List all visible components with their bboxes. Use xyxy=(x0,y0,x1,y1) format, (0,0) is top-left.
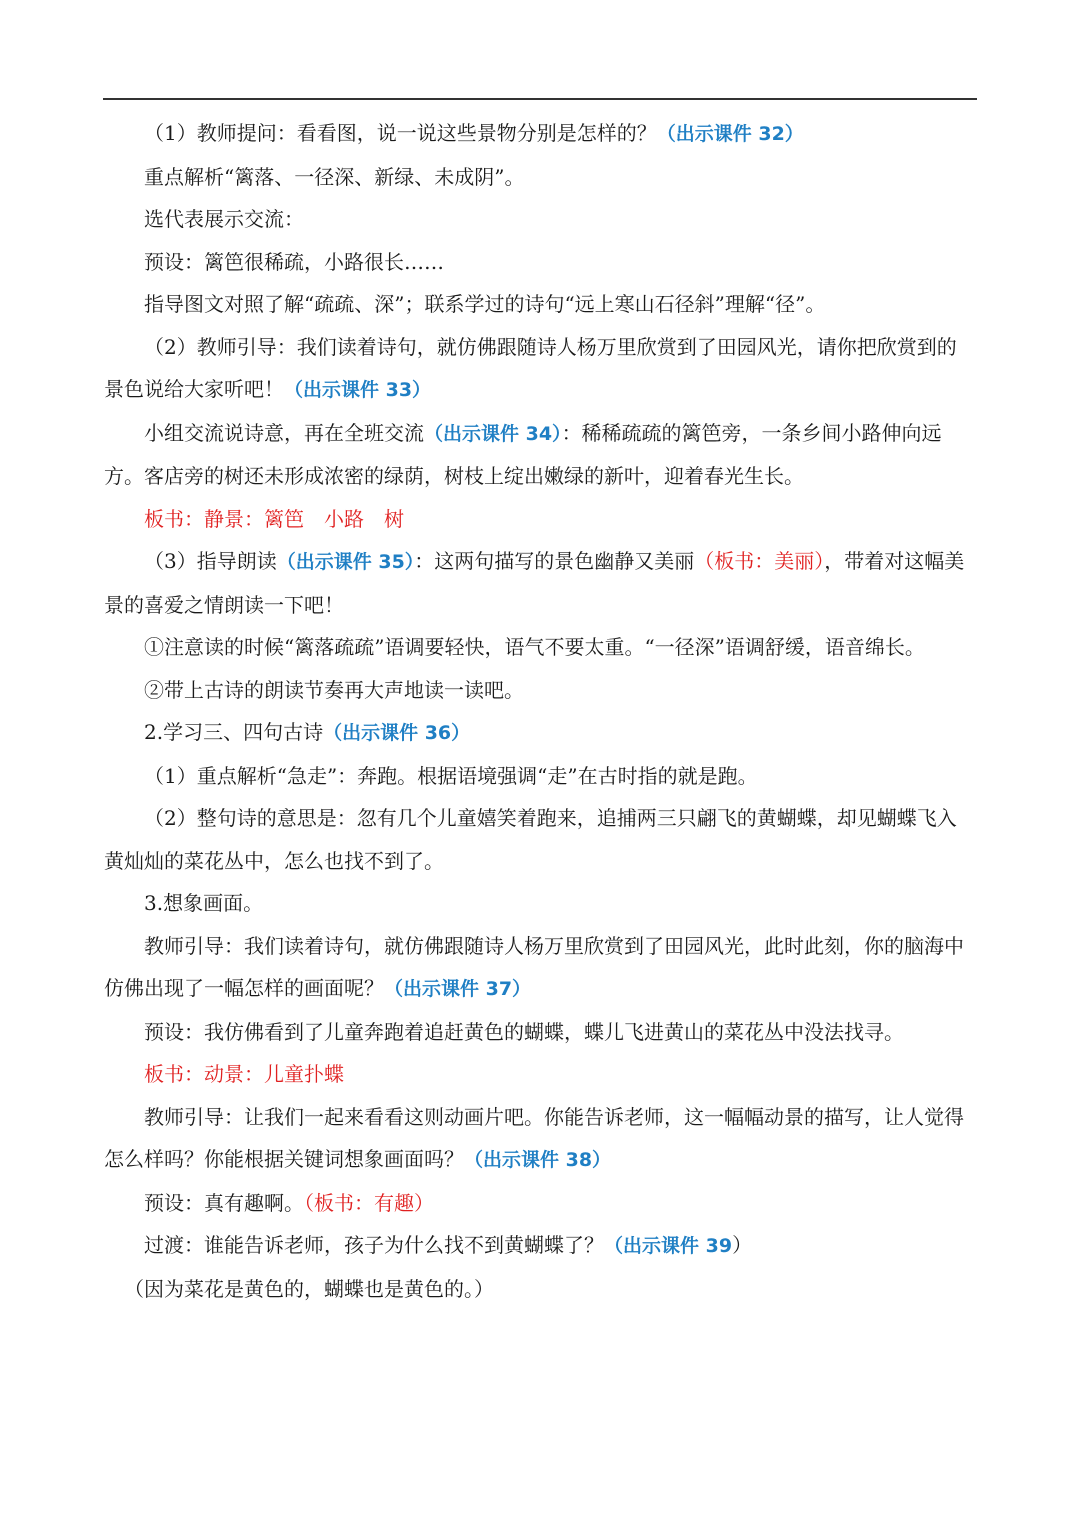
paragraph xyxy=(104,711,976,755)
paragraph xyxy=(104,540,976,626)
paragraph xyxy=(104,626,976,669)
courseware-reference: （出示课件 34） xyxy=(424,422,562,445)
paragraph xyxy=(104,326,976,412)
courseware-reference: （出示课件 32） xyxy=(656,123,804,145)
paragraph xyxy=(104,1096,976,1182)
paragraph-text: 预设：我仿佛看到了儿童奔跑着追赶黄色的蝴蝶，蝶儿飞进黄山的菜花丛中没法找寻。 xyxy=(144,1019,904,1044)
board-note: 板书：动景：儿童扑蝶 xyxy=(144,1062,344,1086)
paragraph-text: 重点解析“篱落、一径深、新绿、未成阴”。 xyxy=(144,164,525,189)
paragraph xyxy=(104,156,976,199)
paragraph-text: 预设：真有趣啊。 xyxy=(144,1190,304,1215)
paragraph-text: （1）重点解析“急走”：奔跑。根据语境强调“走”在古时指的就是跑。 xyxy=(144,763,758,788)
header-rule xyxy=(103,98,977,100)
board-note: （板书：有趣） xyxy=(304,1190,434,1215)
paragraph xyxy=(104,1268,976,1311)
paragraph-text: 教师引导：我们读着诗句，就仿佛跟随诗人杨万里欣赏到了田园风光，此时此刻，你的脑海中仿佛出现了一幅怎样的画面呢？ xyxy=(104,933,964,1000)
paragraph-text: 小组交流说诗意，再在全班交流 xyxy=(144,420,424,445)
paragraph-text: 2.学习三、四句古诗 xyxy=(144,720,324,744)
courseware-reference: （出示课件 35） xyxy=(276,551,415,573)
paragraph xyxy=(104,283,976,326)
board-note: （板书：美丽） xyxy=(694,549,825,573)
paragraph-text: ，带着对这幅美景的喜爱之情朗读一下吧！ xyxy=(104,549,965,617)
paragraph-text: （3）指导朗读 xyxy=(144,549,277,573)
paragraph xyxy=(104,1224,976,1268)
paragraph-text: ：这两句描写的景色幽静又美丽 xyxy=(414,549,695,573)
paragraph-text: （2）教师引导：我们读着诗句，就仿佛跟随诗人杨万里欣赏到了田园风光，请你把欣赏到的景色说给大家听吧！ xyxy=(104,334,957,401)
paragraph xyxy=(104,797,976,882)
paragraph-text: ①注意读的时候“篱落疏疏”语调要轻快，语气不要太重。“一径深”语调舒缓，语音绵长。 xyxy=(144,635,925,659)
paragraph xyxy=(104,669,976,712)
paragraph xyxy=(104,882,976,925)
paragraph xyxy=(104,198,976,241)
paragraph-text: （1）教师提问：看看图，说一说这些景物分别是怎样的？ xyxy=(144,121,657,145)
paragraph xyxy=(104,755,976,798)
paragraph-text: 过渡：谁能告诉老师，孩子为什么找不到黄蝴蝶了？ xyxy=(144,1233,604,1257)
paragraph xyxy=(104,1053,976,1096)
paragraph xyxy=(104,112,976,156)
paragraph-text: ：稀稀疏疏的篱笆旁，一条乡间小路伸向远方。客店旁的树还未形成浓密的绿荫，树枝上绽出嫩绿的新叶，迎着春光生长。 xyxy=(104,420,942,488)
courseware-reference: （出示课件 37） xyxy=(384,978,532,1000)
paragraph xyxy=(104,498,976,541)
courseware-reference: （出示课件 33） xyxy=(284,379,432,401)
paragraph xyxy=(104,1182,976,1225)
paragraph xyxy=(104,925,976,1011)
paragraph-text: 预设：篱笆很稀疏，小路很长…… xyxy=(144,249,444,274)
courseware-reference: （出示课件 39 xyxy=(604,1235,733,1257)
courseware-reference: （出示课件 36） xyxy=(323,722,471,744)
board-note: 板书：静景：篱笆 小路 树 xyxy=(144,506,404,531)
paragraph-text: 选代表展示交流： xyxy=(144,207,304,231)
paragraph-text: 指导图文对照了解“疏疏、深”；联系学过的诗句“远上寒山石径斜”理解“径”。 xyxy=(144,292,826,316)
paragraph-text: 3.想象画面。 xyxy=(144,891,264,915)
paragraph xyxy=(104,241,976,284)
courseware-reference: （出示课件 38） xyxy=(464,1149,612,1171)
paragraph-text: 教师引导：让我们一起来看看这则动画片吧。你能告诉老师，这一幅幅动景的描写，让人觉得怎么样吗？你能根据关键词想象画面吗？ xyxy=(104,1104,964,1171)
paragraph-text: ②带上古诗的朗读节奏再大声地读一读吧。 xyxy=(144,677,524,702)
paragraph-text: （因为菜花是黄色的，蝴蝶也是黄色的。） xyxy=(124,1276,494,1301)
document-body xyxy=(104,112,976,1310)
paragraph xyxy=(104,1011,976,1054)
paragraph xyxy=(104,412,976,498)
paragraph-text: ） xyxy=(732,1233,753,1257)
paragraph-text: （2）整句诗的意思是：忽有几个儿童嬉笑着跑来，追捕两三只翩飞的黄蝴蝶，却见蝴蝶飞入黄灿灿的菜花丛中，怎么也找不到了。 xyxy=(104,806,957,873)
